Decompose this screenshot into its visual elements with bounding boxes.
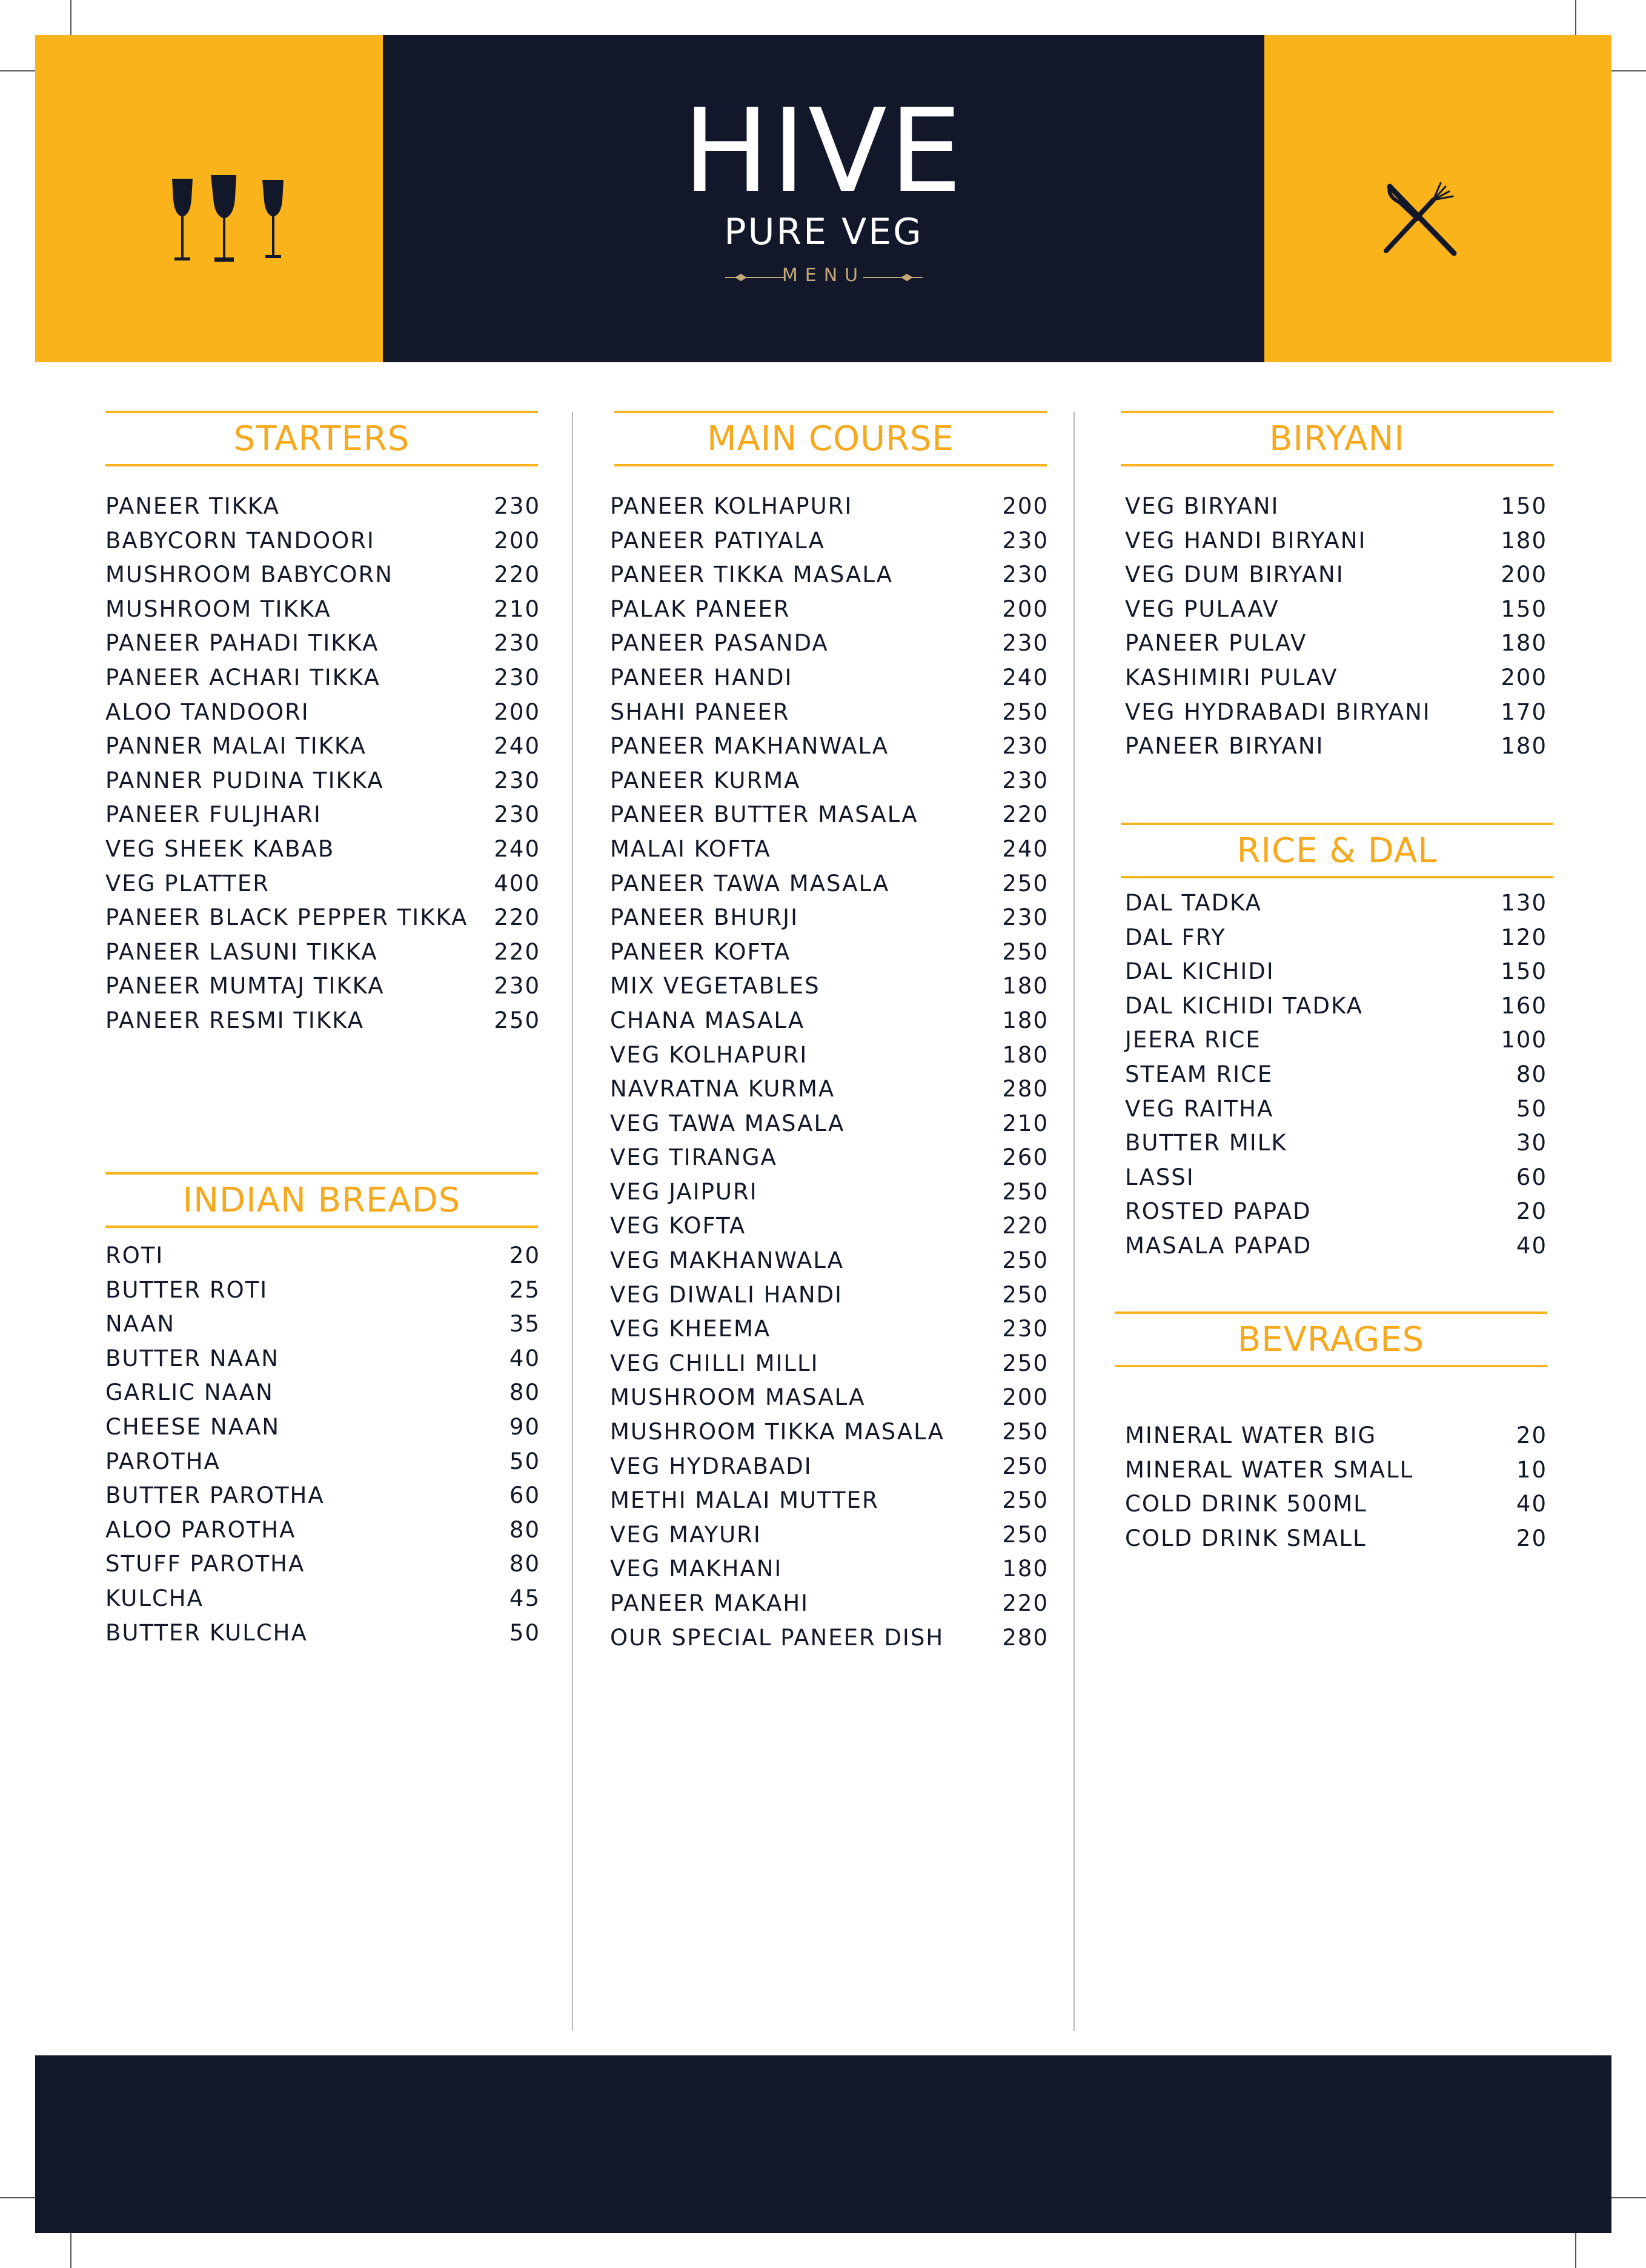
menu-item [1125, 1023, 1547, 1058]
item-price: 80 [509, 1516, 540, 1543]
menu-label: MENU [782, 265, 866, 286]
item-name: VEG HYDRABADI [610, 1453, 812, 1479]
item-name: VEG SHEEK KABAB [105, 835, 335, 862]
item-name: DAL FRY [1125, 924, 1226, 950]
item-price: 250 [1002, 1487, 1049, 1514]
item-name: MINERAL WATER BIG [1125, 1422, 1377, 1448]
main-course-heading [614, 411, 1047, 466]
heading-rule [1121, 464, 1553, 466]
item-name: BUTTER NAAN [105, 1345, 279, 1371]
item-price: 220 [494, 904, 540, 931]
menu-item [1125, 558, 1547, 592]
menu-item [1125, 1522, 1547, 1556]
item-price: 170 [1501, 698, 1547, 725]
item-name: ALOO PAROTHA [105, 1516, 296, 1543]
item-name: STUFF PAROTHA [105, 1551, 305, 1577]
menu-item [105, 1410, 540, 1445]
item-price: 20 [1516, 1525, 1547, 1551]
item-name: BABYCORN TANDOORI [105, 527, 375, 554]
heading-rule [1121, 876, 1553, 878]
item-name: DAL KICHIDI [1125, 958, 1275, 985]
item-price: 230 [494, 767, 540, 794]
menu-item [105, 901, 540, 935]
item-name: CHEESE NAAN [105, 1413, 280, 1440]
item-name: PANEER KURMA [610, 767, 801, 794]
item-name: VEG HANDI BIRYANI [1125, 527, 1367, 554]
item-name: VEG RAITHA [1125, 1095, 1274, 1122]
item-price: 230 [1002, 904, 1049, 931]
menu-item [610, 1415, 1049, 1450]
item-name: ROTI [105, 1242, 164, 1268]
menu-item [610, 969, 1049, 1004]
item-price: 50 [1516, 1095, 1547, 1122]
item-price: 120 [1501, 924, 1547, 950]
item-price: 230 [494, 973, 540, 1000]
item-name: BUTTER MILK [1125, 1130, 1287, 1156]
menu-item [105, 1616, 540, 1651]
column-divider [1074, 412, 1075, 2031]
item-price: 40 [1516, 1232, 1547, 1259]
item-name: VEG TAWA MASALA [610, 1110, 845, 1136]
item-name: VEG DIWALI HANDI [610, 1281, 843, 1308]
item-name: LASSI [1125, 1164, 1195, 1190]
item-name: COLD DRINK 500ML [1125, 1491, 1367, 1517]
item-price: 200 [494, 527, 540, 554]
item-price: 230 [1002, 527, 1049, 554]
section-title: INDIAN BREADS [182, 1180, 461, 1220]
item-price: 50 [509, 1619, 540, 1646]
menu-item [1125, 1058, 1547, 1092]
menu-item [105, 626, 540, 661]
item-price: 250 [1002, 1247, 1049, 1274]
menu-item [610, 1518, 1049, 1553]
item-name: PANEER KOFTA [610, 938, 791, 965]
menu-item [1125, 626, 1547, 661]
item-price: 10 [1516, 1456, 1547, 1483]
item-name: VEG MAYURI [610, 1521, 762, 1548]
menu-item [610, 867, 1049, 901]
menu-item [105, 1445, 540, 1479]
menu-item [1125, 489, 1547, 524]
menu-item [610, 729, 1049, 764]
item-price: 180 [1002, 1007, 1049, 1033]
item-name: MIX VEGETABLES [610, 973, 820, 1000]
item-price: 200 [1501, 664, 1547, 691]
item-price: 230 [1002, 630, 1049, 657]
item-name: PAROTHA [105, 1448, 221, 1474]
menu-item [105, 592, 540, 627]
item-price: 230 [494, 493, 540, 519]
heading-rule [1115, 1365, 1547, 1367]
item-name: METHI MALAI MUTTER [610, 1487, 879, 1514]
brand-subtitle: PURE VEG [724, 211, 923, 253]
item-price: 25 [509, 1276, 540, 1303]
item-price: 210 [1002, 1110, 1049, 1136]
rice-dal-heading [1121, 823, 1553, 878]
item-price: 150 [1501, 493, 1547, 519]
item-name: ALOO TANDOORI [105, 698, 310, 725]
menu-item [610, 901, 1049, 935]
item-price: 200 [1002, 1384, 1049, 1411]
item-price: 230 [494, 801, 540, 828]
menu-item [1125, 921, 1547, 955]
item-name: PANEER FULJHARI [105, 801, 322, 828]
starters-heading [105, 411, 538, 466]
menu-item [105, 764, 540, 798]
menu-item [610, 695, 1049, 730]
item-name: STEAM RICE [1125, 1061, 1273, 1087]
item-price: 250 [1002, 698, 1049, 725]
beverages-list [1125, 1419, 1547, 1556]
indian-breads-list [105, 1239, 540, 1650]
item-name: PANNER PUDINA TIKKA [105, 767, 384, 794]
item-name: VEG JAIPURI [610, 1178, 758, 1205]
item-name: VEG PLATTER [105, 870, 270, 897]
item-name: ROSTED PAPAD [1125, 1198, 1312, 1225]
item-name: KASHIMIRI PULAV [1125, 664, 1338, 691]
item-name: MUSHROOM TIKKA MASALA [610, 1419, 944, 1445]
item-price: 20 [509, 1242, 540, 1268]
menu-item [105, 524, 540, 559]
item-name: BUTTER PAROTHA [105, 1482, 325, 1509]
item-price: 150 [1501, 958, 1547, 985]
menu-item [610, 764, 1049, 798]
section-title: STARTERS [233, 419, 410, 459]
menu-item [105, 1239, 540, 1273]
item-name: PANEER PAHADI TIKKA [105, 630, 379, 657]
item-price: 250 [1002, 1178, 1049, 1205]
item-price: 180 [1002, 1041, 1049, 1068]
menu-item [1125, 1487, 1547, 1522]
item-name: DAL TADKA [1125, 890, 1262, 916]
item-name: VEG PULAAV [1125, 595, 1279, 622]
item-name: BUTTER KULCHA [105, 1619, 308, 1646]
item-price: 230 [1002, 767, 1049, 794]
menu-item [610, 832, 1049, 867]
heading-rule [105, 464, 538, 466]
menu-item [610, 1381, 1049, 1415]
menu-item [105, 661, 540, 695]
item-price: 220 [1002, 801, 1049, 828]
item-price: 180 [1501, 630, 1547, 657]
menu-item [1125, 1126, 1547, 1161]
item-price: 200 [1002, 493, 1049, 519]
menu-item [1125, 695, 1547, 730]
item-name: JEERA RICE [1125, 1027, 1261, 1053]
item-price: 230 [1002, 1316, 1049, 1342]
item-price: 220 [494, 562, 540, 588]
menu-item [610, 1072, 1049, 1107]
item-name: PANEER MAKHANWALA [610, 733, 889, 760]
menu-item [1125, 1229, 1547, 1264]
menu-item [1125, 1195, 1547, 1229]
item-price: 230 [1002, 733, 1049, 760]
menu-item [1125, 524, 1547, 559]
item-price: 50 [509, 1448, 540, 1474]
item-price: 180 [1501, 527, 1547, 554]
item-price: 240 [494, 835, 540, 862]
menu-item [105, 1342, 540, 1376]
menu-item [610, 489, 1049, 524]
menu-item [105, 832, 540, 867]
menu-item [1125, 729, 1547, 764]
item-price: 90 [509, 1413, 540, 1440]
item-name: PANEER PATIYALA [610, 527, 825, 554]
menu-item [610, 1621, 1049, 1656]
item-name: PANEER ACHARI TIKKA [105, 664, 380, 691]
item-price: 180 [1501, 733, 1547, 760]
starters-list [105, 489, 540, 1038]
item-price: 100 [1501, 1027, 1547, 1053]
item-name: MUSHROOM BABYCORN [105, 562, 393, 588]
item-price: 45 [509, 1585, 540, 1611]
menu-item [610, 1175, 1049, 1210]
menu-item [1125, 592, 1547, 627]
section-title: BEVRAGES [1237, 1319, 1425, 1359]
item-name: PANEER BIRYANI [1125, 733, 1324, 760]
menu-item [610, 798, 1049, 832]
menu-item [105, 729, 540, 764]
item-price: 40 [1516, 1491, 1547, 1517]
menu-item [610, 1450, 1049, 1484]
menu-item [105, 1582, 540, 1616]
biryani-list [1125, 489, 1547, 764]
menu-item [105, 1004, 540, 1038]
menu-item [1125, 1453, 1547, 1488]
footer-band [35, 2055, 1611, 2233]
menu-item [610, 592, 1049, 627]
item-price: 200 [1501, 562, 1547, 588]
menu-item [105, 1513, 540, 1548]
item-price: 160 [1501, 992, 1547, 1019]
menu-item [105, 695, 540, 730]
item-name: VEG DUM BIRYANI [1125, 562, 1344, 588]
item-name: VEG KOFTA [610, 1213, 746, 1239]
menu-item [105, 1273, 540, 1308]
item-name: PANEER KOLHAPURI [610, 493, 853, 519]
item-price: 40 [509, 1345, 540, 1371]
section-title: RICE & DAL [1236, 831, 1438, 870]
menu-item [105, 798, 540, 832]
menu-item [610, 661, 1049, 695]
item-price: 30 [1516, 1130, 1547, 1156]
item-name: PANEER PULAV [1125, 630, 1307, 657]
wine-glasses-icon [168, 173, 290, 264]
menu-item [610, 1244, 1049, 1278]
item-name: PANNER MALAI TIKKA [105, 733, 367, 760]
item-price: 60 [509, 1482, 540, 1509]
item-name: PANEER PASANDA [610, 630, 829, 657]
item-name: SHAHI PANEER [610, 698, 790, 725]
column-divider [572, 412, 573, 2031]
menu-item [1125, 1092, 1547, 1127]
item-price: 280 [1002, 1076, 1049, 1102]
item-name: PANEER TIKKA [105, 493, 280, 519]
section-title: BIRYANI [1269, 419, 1405, 459]
menu-item [610, 558, 1049, 592]
item-price: 130 [1501, 890, 1547, 916]
menu-item [105, 867, 540, 901]
menu-item [610, 1312, 1049, 1347]
item-price: 250 [1002, 938, 1049, 965]
item-name: PANEER MUMTAJ TIKKA [105, 973, 385, 1000]
main-course-list [610, 489, 1049, 1655]
item-name: PANEER LASUNI TIKKA [105, 938, 378, 965]
item-name: NAAN [105, 1311, 176, 1338]
item-price: 240 [1002, 835, 1049, 862]
menu-item [610, 1004, 1049, 1038]
item-price: 250 [1002, 870, 1049, 897]
menu-item [610, 524, 1049, 559]
menu-item [105, 1307, 540, 1342]
menu-item [1125, 989, 1547, 1024]
item-price: 240 [1002, 664, 1049, 691]
item-price: 220 [1002, 1213, 1049, 1239]
menu-item [610, 626, 1049, 661]
menu-item [610, 1209, 1049, 1244]
item-name: VEG TIRANGA [610, 1144, 777, 1171]
heading-rule [105, 1225, 538, 1228]
item-name: BUTTER ROTI [105, 1276, 268, 1303]
item-price: 35 [509, 1311, 540, 1338]
item-price: 60 [1516, 1164, 1547, 1190]
item-name: COLD DRINK SMALL [1125, 1525, 1367, 1551]
item-price: 230 [1002, 562, 1049, 588]
menu-item [610, 1038, 1049, 1073]
item-name: PALAK PANEER [610, 595, 791, 622]
menu-item [105, 1479, 540, 1513]
brand-title: HIVE [683, 84, 964, 218]
item-name: CHANA MASALA [610, 1007, 805, 1033]
item-name: MUSHROOM TIKKA [105, 595, 331, 622]
crossed-fork-knife-icon [1381, 179, 1457, 257]
menu-item [610, 1107, 1049, 1141]
menu-item [105, 489, 540, 524]
item-name: VEG HYDRABADI BIRYANI [1125, 698, 1431, 725]
item-name: DAL KICHIDI TADKA [1125, 992, 1363, 1019]
item-price: 250 [1002, 1453, 1049, 1479]
menu-item [1125, 661, 1547, 695]
menu-item [1125, 886, 1547, 921]
menu-item [1125, 1161, 1547, 1195]
item-price: 250 [494, 1007, 540, 1033]
item-name: PANEER BLACK PEPPER TIKKA [105, 904, 468, 931]
menu-item [105, 1376, 540, 1410]
menu-item [1125, 1419, 1547, 1453]
item-price: 80 [1516, 1061, 1547, 1087]
item-price: 400 [494, 870, 540, 897]
item-name: NAVRATNA KURMA [610, 1076, 835, 1102]
item-name: PANEER BHURJI [610, 904, 798, 931]
menu-item [610, 1347, 1049, 1381]
beverages-heading [1115, 1311, 1547, 1367]
item-price: 250 [1002, 1521, 1049, 1548]
item-price: 280 [1002, 1624, 1049, 1651]
item-price: 200 [1002, 595, 1049, 622]
biryani-heading [1121, 411, 1553, 466]
item-price: 220 [1002, 1590, 1049, 1616]
item-price: 150 [1501, 595, 1547, 622]
menu-item [610, 1587, 1049, 1621]
item-name: MASALA PAPAD [1125, 1232, 1312, 1259]
menu-item [610, 1552, 1049, 1587]
menu-item [610, 1141, 1049, 1175]
item-price: 210 [494, 595, 540, 622]
item-name: MALAI KOFTA [610, 835, 771, 862]
item-name: KULCHA [105, 1585, 204, 1611]
heading-rule [614, 464, 1047, 466]
item-price: 240 [494, 733, 540, 760]
menu-item [105, 969, 540, 1004]
indian-breads-heading [105, 1172, 538, 1228]
item-price: 200 [494, 698, 540, 725]
rice-dal-list [1125, 886, 1547, 1264]
item-price: 260 [1002, 1144, 1049, 1171]
item-price: 230 [494, 664, 540, 691]
item-price: 230 [494, 630, 540, 657]
menu-item [610, 1278, 1049, 1313]
item-price: 250 [1002, 1419, 1049, 1445]
item-name: PANEER TAWA MASALA [610, 870, 890, 897]
item-name: OUR SPECIAL PANEER DISH [610, 1624, 944, 1651]
menu-item [610, 935, 1049, 970]
item-price: 180 [1002, 973, 1049, 1000]
item-name: MINERAL WATER SMALL [1125, 1456, 1414, 1483]
item-price: 20 [1516, 1422, 1547, 1448]
item-price: 250 [1002, 1350, 1049, 1376]
item-price: 80 [509, 1379, 540, 1406]
menu-item [610, 1484, 1049, 1518]
item-name: VEG KHEEMA [610, 1316, 771, 1342]
item-name: PANEER BUTTER MASALA [610, 801, 918, 828]
item-name: PANEER RESMI TIKKA [105, 1007, 365, 1033]
item-name: VEG MAKHANWALA [610, 1247, 845, 1274]
item-name: PANEER MAKAHI [610, 1590, 809, 1616]
item-name: PANEER TIKKA MASALA [610, 562, 894, 588]
item-name: VEG KOLHAPURI [610, 1041, 808, 1068]
item-name: MUSHROOM MASALA [610, 1384, 866, 1411]
item-name: VEG BIRYANI [1125, 493, 1279, 519]
item-price: 180 [1002, 1556, 1049, 1582]
item-price: 80 [509, 1551, 540, 1577]
item-price: 250 [1002, 1281, 1049, 1308]
menu-item [105, 558, 540, 592]
item-name: VEG CHILLI MILLI [610, 1350, 819, 1376]
section-title: MAIN COURSE [707, 419, 954, 459]
item-name: PANEER HANDI [610, 664, 793, 691]
item-name: VEG MAKHANI [610, 1556, 783, 1582]
menu-item [1125, 955, 1547, 989]
item-price: 220 [494, 938, 540, 965]
item-price: 20 [1516, 1198, 1547, 1225]
menu-item [105, 935, 540, 970]
item-name: GARLIC NAAN [105, 1379, 274, 1406]
menu-item [105, 1547, 540, 1582]
